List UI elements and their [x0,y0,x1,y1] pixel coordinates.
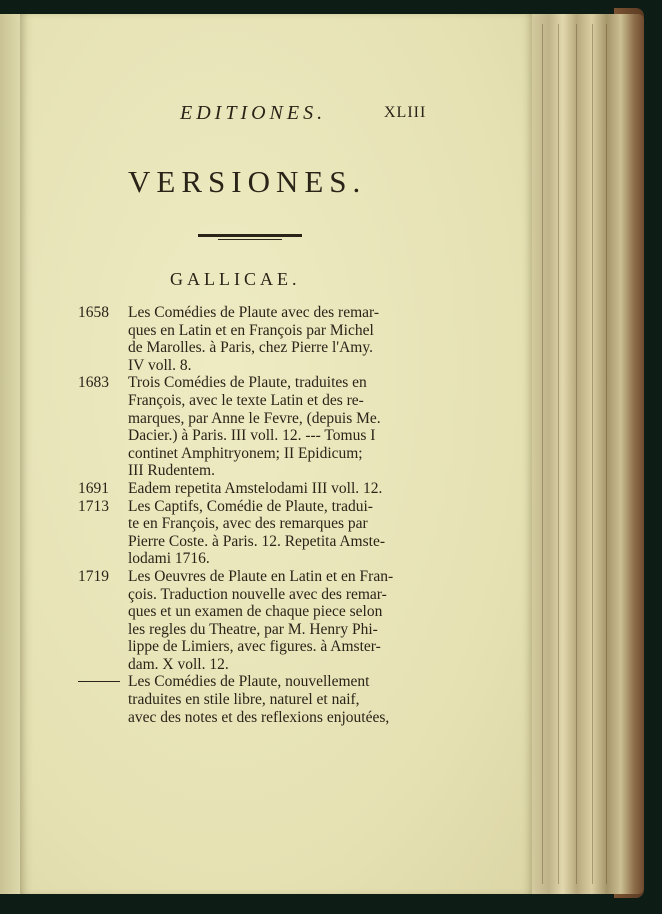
entry-line: Les Oeuvres de Plaute en Latin et en Fran- [128,567,394,585]
entry-line: François, avec le texte Latin et des re- [128,391,364,409]
entry-line: Trois Comédies de Plaute, traduites en [128,374,367,392]
entry-line: te en François, avec des remarques par [128,515,368,533]
section-title: VERSIONES. [128,164,367,199]
entry-item [78,673,418,726]
entry-year: 1719 [78,567,109,585]
entry-item [78,568,418,674]
page-block-edge [528,14,644,894]
entry-line: Les Comédies de Plaute, nouvellement [128,673,370,691]
entry-line: dam. X voll. 12. [128,655,229,673]
entry-line: Dacier.) à Paris. III voll. 12. --- Tomus I [128,427,376,445]
page-number: XLIII [384,104,427,121]
entry-line: III Rudentem. [128,462,215,480]
entry-line: lippe de Limiers, avec figures. à Amster- [128,638,381,656]
entry-item [78,498,418,568]
entry-text [128,374,418,480]
entry-text [128,568,418,674]
entry-year: 1683 [78,374,109,392]
entry-line: lodami 1716. [128,550,210,568]
entry-line: continet Amphitryonem; II Epidicum; [128,444,363,462]
entry-line: ques en Latin et en François par Michel [128,321,374,339]
entry-line: Pierre Coste. à Paris. 12. Repetita Amste- [128,532,385,550]
decorative-rule [198,234,302,237]
entry-text [128,304,418,374]
entry-text [128,480,418,498]
continuation-dash [78,681,120,682]
section-subtitle: GALLICAE. [170,269,301,289]
entry-item [78,480,418,498]
book-page [20,14,532,894]
entry-item [78,304,418,374]
running-head: EDITIONES. [180,102,327,124]
entry-line: les regles du Theatre, par M. Henry Phi- [128,620,378,638]
entry-year: 1658 [78,304,109,321]
entry-text [128,673,418,726]
entry-line: traduites en stile libre, naturel et naif, [128,691,360,709]
entry-line: çois. Traduction nouvelle avec des remar- [128,585,387,603]
entry-text [128,498,418,568]
entry-line: de Marolles. à Paris, chez Pierre l'Amy. [128,339,373,357]
entry-line: Eadem repetita Amstelodami III voll. 12. [128,479,383,497]
entry-line: Les Comédies de Plaute avec des remar- [128,304,380,321]
entry-line: IV voll. 8. [128,356,192,374]
entry-line: ques et un examen de chaque piece selon [128,603,383,621]
entries-list [78,304,418,726]
entry-year: 1713 [78,497,109,515]
entry-item [78,374,418,480]
entry-year: 1691 [78,479,109,497]
entry-line: marques, par Anne le Fevre, (depuis Me. [128,409,381,427]
entry-line: avec des notes et des reflexions enjoutées, [128,708,390,726]
entry-line: Les Captifs, Comédie de Plaute, tradui- [128,497,373,515]
